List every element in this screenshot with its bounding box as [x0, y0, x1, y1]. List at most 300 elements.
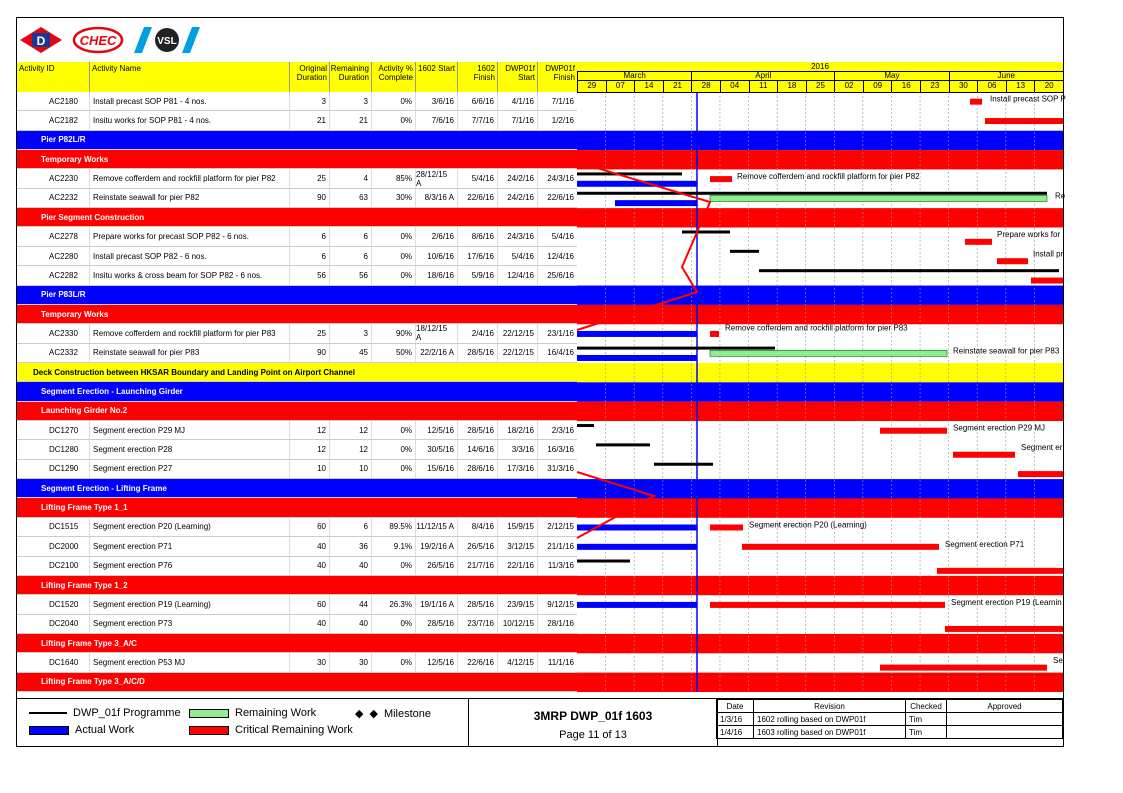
cell-id: AC2332	[49, 348, 78, 358]
cell-id: AC2330	[49, 328, 78, 338]
rev-desc: 1603 rolling based on DWP01f	[754, 726, 906, 739]
legend-remaining: Remaining Work	[189, 707, 316, 719]
gantt-bar-programme	[577, 424, 594, 427]
col-1602-finish[interactable]: 1602 Finish	[457, 62, 497, 92]
cell-orig: 40	[289, 557, 329, 575]
cell-name: Insitu works for SOP P81 - 4 nos.	[89, 111, 289, 129]
gantt-bar-programme	[759, 269, 1059, 272]
timeline-day: 16	[891, 81, 920, 92]
cell-id: AC2232	[49, 193, 78, 203]
timeline-day: 21	[663, 81, 692, 92]
group-band	[577, 286, 1063, 305]
cell-s1602: 12/5/16	[415, 421, 457, 439]
cell-id: DC2000	[49, 541, 79, 551]
gantt-bar-programme	[596, 443, 650, 446]
rev-header-checked: Checked	[906, 700, 947, 713]
bar-label: Segment erection P20 (Learning)	[749, 520, 867, 530]
gantt-bar-programme	[682, 230, 730, 233]
group-band	[577, 150, 1063, 169]
cell-rem: 21	[329, 111, 371, 129]
gantt-bar-critical	[937, 568, 1063, 574]
cell-fdwp: 5/4/16	[537, 227, 577, 245]
cell-s1602: 28/5/16	[415, 615, 457, 633]
gantt-bar-critical	[710, 524, 743, 530]
table-row[interactable]	[17, 440, 577, 459]
group-band	[577, 382, 1063, 401]
group-header[interactable]	[17, 479, 577, 498]
cell-rem: 45	[329, 344, 371, 362]
group-title: Pier Segment Construction	[41, 212, 145, 222]
gantt-bar-actual	[577, 355, 697, 361]
cell-name: Segment erection P73	[89, 615, 289, 633]
cell-s1602: 30/5/16	[415, 440, 457, 458]
cell-fdwp: 9/12/15	[537, 595, 577, 613]
cell-rem: 56	[329, 266, 371, 284]
cell-sdwp: 12/4/16	[497, 266, 537, 284]
cell-pct: 0%	[371, 247, 415, 265]
gantt-bar-critical	[742, 544, 939, 550]
legend-panel	[17, 698, 1063, 747]
group-header[interactable]	[17, 634, 577, 653]
gantt-bar-actual	[615, 200, 697, 206]
timeline-day: 09	[863, 81, 892, 92]
table-row[interactable]	[17, 537, 577, 556]
timeline-year: 2016	[577, 62, 1063, 72]
col-1602-start[interactable]: 1602 Start	[415, 62, 457, 92]
col-percent-complete[interactable]: Activity % Complete	[371, 62, 415, 92]
table-row[interactable]	[17, 189, 577, 208]
group-header[interactable]	[17, 673, 577, 692]
cell-pct: 0%	[371, 440, 415, 458]
gantt-bar-programme	[577, 347, 775, 350]
group-header[interactable]	[17, 576, 577, 595]
cell-sdwp: 18/2/16	[497, 421, 537, 439]
timeline-day: 30	[949, 81, 978, 92]
table-row[interactable]	[17, 557, 577, 576]
cell-id: DC1520	[49, 599, 79, 609]
cell-orig: 12	[289, 440, 329, 458]
cell-rem: 63	[329, 189, 371, 207]
cell-fdwp: 25/6/16	[537, 266, 577, 284]
cell-s1602: 18/6/16	[415, 266, 457, 284]
timeline-day: 29	[577, 81, 606, 92]
timeline-day: 20	[1034, 81, 1063, 92]
table-row[interactable]	[17, 595, 577, 614]
timeline-day: 14	[634, 81, 663, 92]
cell-sdwp: 17/3/16	[497, 460, 537, 478]
gantt-bar-critical	[1018, 471, 1063, 477]
cell-sdwp: 22/12/15	[497, 344, 537, 362]
group-title: Pier P83L/R	[41, 290, 86, 300]
cell-pct: 89.5%	[371, 518, 415, 536]
group-title: Segment Erection - Lifting Frame	[41, 483, 167, 493]
cell-name: Remove cofferdem and rockfill platform for pier P82	[89, 169, 289, 187]
bar-label: Reinstate seawall for pier P83	[953, 346, 1060, 356]
group-header[interactable]	[17, 498, 577, 517]
cell-sdwp: 24/2/16	[497, 169, 537, 187]
cell-id: AC2280	[49, 251, 78, 261]
rev-date: 1/4/16	[717, 726, 754, 739]
timeline-day: 11	[749, 81, 778, 92]
cell-sdwp: 3/3/16	[497, 440, 537, 458]
cell-pct: 0%	[371, 653, 415, 671]
cell-pct: 0%	[371, 111, 415, 129]
cell-pct: 30%	[371, 189, 415, 207]
cell-f1602: 2/4/16	[457, 324, 497, 342]
rev-checked: Tim	[906, 726, 947, 739]
table-row[interactable]	[17, 421, 577, 440]
col-activity-id[interactable]: Activity ID	[19, 64, 55, 73]
gantt-bar-critical	[1031, 278, 1063, 284]
cell-name: Prepare works for precast SOP P82 - 6 nos.	[89, 227, 289, 245]
bar-label: Segment erection P71	[945, 539, 1025, 549]
bar-label: Re	[1055, 191, 1066, 201]
cell-fdwp: 16/3/16	[537, 440, 577, 458]
cell-name: Install precast SOP P81 - 4 nos.	[89, 92, 289, 110]
d-logo-icon	[18, 25, 64, 55]
cell-fdwp: 23/1/16	[537, 324, 577, 342]
cell-f1602: 28/5/16	[457, 421, 497, 439]
page-number: Page 11 of 13	[559, 729, 627, 741]
cell-orig: 90	[289, 189, 329, 207]
cell-name: Segment erection P20 (Learning)	[89, 518, 289, 536]
cell-f1602: 6/6/16	[457, 92, 497, 110]
rev-header-date: Date	[717, 700, 754, 713]
cell-sdwp: 24/2/16	[497, 189, 537, 207]
gantt-bar-critical	[710, 331, 719, 337]
cell-f1602: 28/5/16	[457, 595, 497, 613]
gantt-bar-critical	[965, 239, 992, 245]
cell-s1602: 7/6/16	[415, 111, 457, 129]
group-title: Deck Construction between HKSAR Boundary and Landing Point on Airport Channel	[33, 367, 355, 377]
cell-id: AC2180	[49, 96, 78, 106]
cell-rem: 6	[329, 518, 371, 536]
timeline-day: 07	[606, 81, 635, 92]
table-row[interactable]	[17, 460, 577, 479]
cell-pct: 0%	[371, 421, 415, 439]
svg-text:CHEC: CHEC	[79, 33, 117, 48]
cell-s1602: 26/5/16	[415, 557, 457, 575]
group-title: Lifting Frame Type 3_A/C/D	[41, 677, 145, 687]
cell-pct: 9.1%	[371, 537, 415, 555]
gantt-bar-programme	[577, 172, 682, 175]
report-title: 3MRP DWP_01f 1603	[533, 709, 653, 723]
cell-f1602: 21/7/16	[457, 557, 497, 575]
cell-name: Reinstate seawall for pier P83	[89, 344, 289, 362]
cell-name: Segment erection P27	[89, 460, 289, 478]
group-header[interactable]	[17, 150, 577, 169]
timeline-month: March	[577, 71, 691, 81]
gantt-bar-actual	[577, 544, 697, 550]
group-header[interactable]	[17, 382, 577, 401]
col-remaining-duration[interactable]: Remaining Duration	[329, 62, 371, 92]
rev-approved	[947, 713, 1063, 726]
revision-table	[716, 699, 1063, 747]
bar-label: Se	[1053, 655, 1063, 665]
rev-desc: 1602 rolling based on DWP01f	[754, 713, 906, 726]
cell-id: AC2182	[49, 116, 78, 126]
cell-s1602: 19/1/16 A	[415, 595, 457, 613]
gantt-bar-programme	[654, 463, 713, 466]
cell-orig: 40	[289, 615, 329, 633]
cell-f1602: 8/6/16	[457, 227, 497, 245]
cell-pct: 0%	[371, 266, 415, 284]
table-row[interactable]	[17, 247, 577, 266]
bar-label: Remove cofferdem and rockfill platform for pier P82	[737, 172, 920, 182]
timeline-day: 25	[806, 81, 835, 92]
cell-sdwp: 5/4/16	[497, 247, 537, 265]
chec-logo-icon	[72, 25, 124, 55]
bar-label: Segment erection P29 MJ	[953, 423, 1046, 433]
cell-sdwp: 22/1/16	[497, 557, 537, 575]
cell-sdwp: 23/9/15	[497, 595, 537, 613]
bar-label: Remove cofferdem and rockfill platform for pier P83	[725, 323, 908, 333]
cell-name: Remove cofferdem and rockfill platform for pier P83	[89, 324, 289, 342]
gantt-bar-remaining	[710, 195, 1047, 201]
table-row[interactable]	[17, 169, 577, 188]
gantt-bar-critical	[945, 626, 1063, 632]
cell-fdwp: 12/4/16	[537, 247, 577, 265]
legend-milestone: ◆ ◆ Milestone	[355, 707, 432, 720]
gantt-bar-remaining	[710, 350, 947, 356]
bar-label: Segment er	[1021, 443, 1063, 453]
cell-rem: 12	[329, 421, 371, 439]
schedule-grid	[17, 62, 1066, 692]
cell-name: Reinstate seawall for pier P82	[89, 189, 289, 207]
group-header[interactable]	[17, 131, 577, 150]
cell-orig: 40	[289, 537, 329, 555]
cell-name: Insitu works & cross beam for SOP P82 - 6 nos.	[89, 266, 289, 284]
group-band	[577, 673, 1063, 692]
cell-rem: 6	[329, 227, 371, 245]
cell-s1602: 12/5/16	[415, 653, 457, 671]
cell-rem: 4	[329, 169, 371, 187]
group-title: Lifting Frame Type 1_2	[41, 580, 128, 590]
cell-s1602: 28/12/15 A	[415, 169, 457, 187]
cell-s1602: 2/6/16	[415, 227, 457, 245]
cell-fdwp: 2/12/15	[537, 518, 577, 536]
group-title: Launching Girder No.2	[41, 406, 128, 416]
timeline-day: 04	[720, 81, 749, 92]
col-original-duration[interactable]: Original Duration	[289, 62, 329, 92]
table-row[interactable]	[17, 266, 577, 285]
cell-name: Segment erection P19 (Learning)	[89, 595, 289, 613]
cell-orig: 56	[289, 266, 329, 284]
cell-fdwp: 7/1/16	[537, 92, 577, 110]
cell-id: DC2100	[49, 561, 79, 571]
cell-orig: 3	[289, 92, 329, 110]
cell-s1602: 8/3/16 A	[415, 189, 457, 207]
cell-pct: 0%	[371, 557, 415, 575]
legend-programme: DWP_01f Programme	[29, 707, 181, 719]
cell-orig: 25	[289, 169, 329, 187]
logo-strip	[18, 24, 202, 56]
col-dwp-start[interactable]: DWP01f Start	[497, 62, 537, 92]
bar-label: Prepare works for	[997, 230, 1061, 240]
cell-rem: 36	[329, 537, 371, 555]
bar-label: Install pr	[1033, 249, 1064, 259]
gantt-bar-critical	[953, 452, 1015, 458]
group-header[interactable]	[17, 305, 577, 324]
cell-f1602: 17/6/16	[457, 247, 497, 265]
cell-orig: 10	[289, 460, 329, 478]
cell-s1602: 3/6/16	[415, 92, 457, 110]
group-header[interactable]	[17, 363, 577, 382]
gantt-bar-actual	[577, 181, 697, 187]
cell-orig: 90	[289, 344, 329, 362]
cell-rem: 10	[329, 460, 371, 478]
group-header[interactable]	[17, 208, 577, 227]
timeline-month: June	[949, 71, 1063, 81]
cell-rem: 12	[329, 440, 371, 458]
cell-id: DC1640	[49, 657, 79, 667]
gantt-bar-critical	[880, 665, 1047, 671]
cell-s1602: 10/6/16	[415, 247, 457, 265]
col-activity-name[interactable]: Activity Name	[89, 62, 289, 92]
cell-f1602: 26/5/16	[457, 537, 497, 555]
timeline-month: April	[691, 71, 834, 81]
group-band	[577, 131, 1063, 150]
cell-id: DC2040	[49, 619, 79, 629]
cell-f1602: 28/6/16	[457, 460, 497, 478]
timeline-day: 18	[777, 81, 806, 92]
timeline-day: 06	[977, 81, 1006, 92]
cell-fdwp: 31/3/16	[537, 460, 577, 478]
cell-sdwp: 3/12/15	[497, 537, 537, 555]
cell-name: Segment erection P76	[89, 557, 289, 575]
cell-id: DC1290	[49, 464, 79, 474]
gantt-bar-critical	[997, 258, 1028, 264]
cell-orig: 30	[289, 653, 329, 671]
cell-id: AC2278	[49, 232, 78, 242]
cell-s1602: 19/2/16 A	[415, 537, 457, 555]
table-row[interactable]	[17, 344, 577, 363]
column-header	[17, 62, 577, 93]
cell-s1602: 15/6/16	[415, 460, 457, 478]
table-row[interactable]	[17, 111, 577, 130]
cell-pct: 0%	[371, 615, 415, 633]
cell-rem: 3	[329, 324, 371, 342]
cell-fdwp: 11/3/16	[537, 557, 577, 575]
table-row[interactable]	[17, 518, 577, 537]
table-row[interactable]	[17, 92, 577, 111]
table-row[interactable]	[17, 324, 577, 343]
cell-sdwp: 7/1/16	[497, 111, 537, 129]
cell-sdwp: 24/3/16	[497, 227, 537, 245]
timeline-day: 28	[691, 81, 720, 92]
cell-fdwp: 22/6/16	[537, 189, 577, 207]
cell-fdwp: 1/2/16	[537, 111, 577, 129]
cell-id: DC1270	[49, 425, 79, 435]
cell-pct: 0%	[371, 227, 415, 245]
cell-sdwp: 4/1/16	[497, 92, 537, 110]
cell-fdwp: 2/3/16	[537, 421, 577, 439]
cell-orig: 6	[289, 227, 329, 245]
cell-rem: 6	[329, 247, 371, 265]
cell-pct: 0%	[371, 460, 415, 478]
timeline-header	[577, 62, 1063, 93]
cell-rem: 30	[329, 653, 371, 671]
milestone-icon: ◆	[369, 708, 378, 720]
rev-header-revision: Revision	[754, 700, 906, 713]
group-band	[577, 576, 1063, 595]
cell-orig: 25	[289, 324, 329, 342]
cell-sdwp: 10/12/15	[497, 615, 537, 633]
cell-name: Segment erection P53 MJ	[89, 653, 289, 671]
title-block	[468, 699, 718, 747]
cell-orig: 21	[289, 111, 329, 129]
cell-pct: 26.3%	[371, 595, 415, 613]
cell-orig: 60	[289, 595, 329, 613]
group-title: Segment Erection - Launching Girder	[41, 386, 183, 396]
cell-name: Segment erection P71	[89, 537, 289, 555]
activity-table	[17, 92, 577, 692]
timeline-month: May	[834, 71, 948, 81]
bar-label: Segment erection P19 (Learnin	[951, 597, 1062, 607]
cell-sdwp: 15/9/15	[497, 518, 537, 536]
gantt-bar-programme	[577, 560, 630, 563]
cell-sdwp: 4/12/15	[497, 653, 537, 671]
cell-rem: 40	[329, 557, 371, 575]
cell-f1602: 8/4/16	[457, 518, 497, 536]
legend-actual: Actual Work	[29, 724, 134, 736]
gantt-bar-critical	[985, 118, 1063, 124]
group-header[interactable]	[17, 286, 577, 305]
cell-f1602: 28/5/16	[457, 344, 497, 362]
gantt-bar-programme	[577, 192, 1047, 195]
cell-fdwp: 16/4/16	[537, 344, 577, 362]
timeline-day: 23	[920, 81, 949, 92]
timeline-day: 13	[1006, 81, 1035, 92]
cell-id: DC1280	[49, 445, 79, 455]
svg-text:VSL: VSL	[157, 36, 177, 47]
table-row[interactable]	[17, 615, 577, 634]
table-row[interactable]	[17, 653, 577, 672]
cell-f1602: 5/4/16	[457, 169, 497, 187]
group-title: Temporary Works	[41, 309, 109, 319]
vsl-logo-icon	[132, 25, 202, 55]
cell-f1602: 5/9/16	[457, 266, 497, 284]
cell-name: Install precast SOP P82 - 6 nos.	[89, 247, 289, 265]
group-title: Lifting Frame Type 3_A/C	[41, 638, 137, 648]
group-header[interactable]	[17, 402, 577, 421]
cell-pct: 0%	[371, 92, 415, 110]
timeline-day: 02	[834, 81, 863, 92]
cell-f1602: 22/6/16	[457, 189, 497, 207]
rev-header-approved: Approved	[947, 700, 1063, 713]
group-band	[577, 634, 1063, 653]
gantt-bar-programme	[730, 250, 759, 253]
cell-s1602: 18/12/15 A	[415, 324, 457, 342]
gantt-bar-critical	[710, 602, 945, 608]
group-band	[577, 208, 1063, 227]
cell-s1602: 11/12/15 A	[415, 518, 457, 536]
cell-orig: 12	[289, 421, 329, 439]
cell-orig: 6	[289, 247, 329, 265]
cell-rem: 44	[329, 595, 371, 613]
cell-fdwp: 11/1/16	[537, 653, 577, 671]
table-row[interactable]	[17, 227, 577, 246]
col-dwp-finish[interactable]: DWP01f Finish	[537, 62, 577, 92]
group-title: Pier P82L/R	[41, 135, 86, 145]
cell-pct: 85%	[371, 169, 415, 187]
gantt-chart	[577, 92, 1066, 692]
gantt-bar-actual	[577, 602, 697, 608]
cell-fdwp: 28/1/16	[537, 615, 577, 633]
cell-id: AC2230	[49, 174, 78, 184]
gantt-bar-actual	[577, 331, 697, 337]
cell-sdwp: 22/12/15	[497, 324, 537, 342]
